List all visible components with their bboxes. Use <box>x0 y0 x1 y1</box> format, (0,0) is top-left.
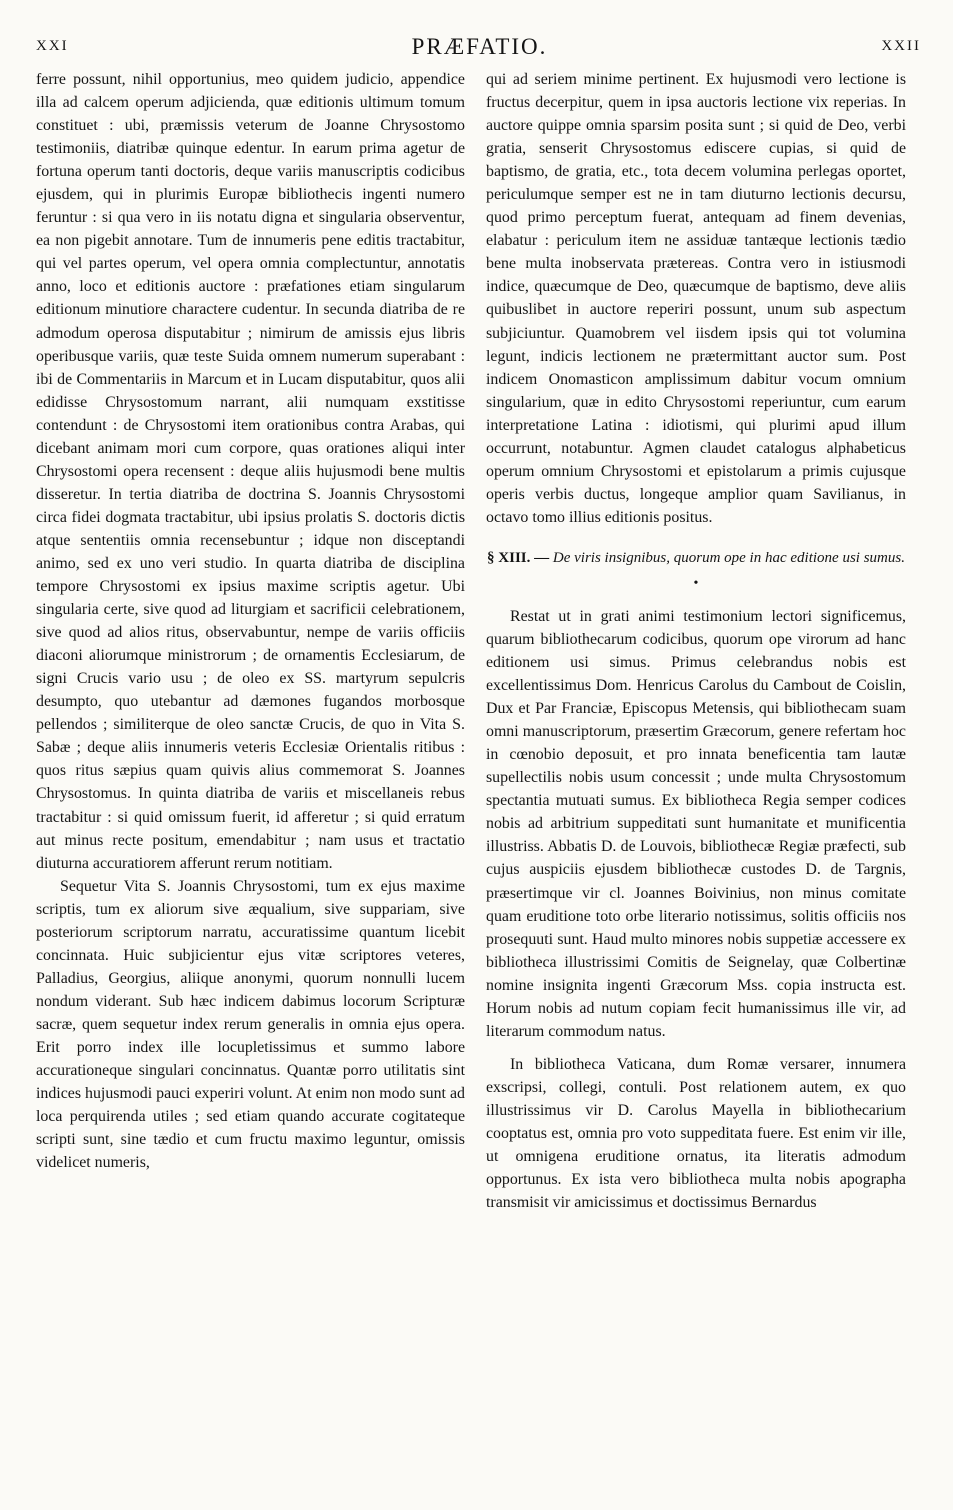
folio-left: XXI <box>36 38 69 54</box>
right-paragraph-3: In bibliotheca Vaticana, dum Romæ versarer, innumera exscripsi, collegi, contuli. Post relationem autem, ex quo illustrissimus vir D. Carolus Mayella in bibliothecarium cooptatus est, omnia pro voto suppeditata fuere. Est enim vir ille, ut omnigena eruditione ornatus, ita literatis admodum opportunus. Ex ista vero bibliotheca multa nobis apographa transmisit vir amicissimus et doctissimus Bernardus <box>486 1055 906 1212</box>
left-paragraph-2: Sequetur Vita S. Joannis Chrysostomi, tum ex ejus maxime scriptis, tum ex aliorum sive æqualium, sive suppariam, sive posteriorum scriptorum narratu, accuratissime quantum licebit concinnata. Huic subjicientur ejus vitæ scriptores veteres, Palladius, Georgius, aliique anonymi, quorum nonnulli lucem nondum viderant. Sub hæc indicem dabimus locorum Scripturæ sacræ, quem sequetur index rerum generalis in omnia ejus opera. Erit porro index ille locupletissimus et summo labore accurationeque singulari concinnatus. Quantæ porro utilitatis sint indices hujusmodi pauci experiri volunt. At enim non modo sunt ad loca perquirenda utiles ; sed etiam quando accurate cogitateque scripti sunt, sine tædio et cum fructu maximo leguntur, omissis videlicet numeris, <box>36 877 465 1172</box>
folio-right: XXII <box>881 38 921 54</box>
left-paragraph-1: ferre possunt, nihil opportunius, meo quidem judicio, appendice illa ad calcem operum adjicienda, quæ editionis ultimum tomum constituet : ubi, præmissis veterum de Joanne Chrysostomo testimoniis, diatribæ quinque edentur. In earum prima agetur de fortuna operum tanti doctoris, deque variis manuscriptis codicibus ejusdem, qui in plurimis Europæ bibliothecis ingenti numero feruntur : si qua vero in iis notatu digna et singularia observentur, ea non pigebit annotare. Tum de innumeris pene editis tractabitur, qui vel partes operum, vel opera omnia complectuntur, annotatis anno, loco et editionis auctore : præfationes etiam singularum editionum minutiore charactere cudentur. In secunda diatriba de re admodum operosa disputabitur ; nimirum de amissis ejus libris operibusque variis, quæ teste Suida omnem numerum superabant : ibi de Commentariis in Marcum et in Lucam disputabitur, quos alii edidisse Chrysostomum narrant, alii numquam exstitisse contendunt : de Chrysostomi item orationibus contra Arabas, qui dicebant animam mori cum corpore, quas orationes aliqui inter Chrysostomi opera recensent : deque aliis hujusmodi bene multis disseretur. In tertia diatriba de doctrina S. Joannis Chrysostomi circa fidei dogmata tractabitur, ubi ipsius prolatis S. doctoris dictis atque sententiis omnia recensebuntur ; idque non disceptandi animo, sed ex uno veri studio. In quarta diatriba de disciplina tempore Chrysostomi ex ipsius maxime scriptis agetur. Ubi singularia certe, sive quod ad liturgiam et sacrificii celebrationem, sive quod ad alios ritus, observabuntur, nempe de variis officiis diaconi aliorumque ministrorum ; de ornamentis Ecclesiarum, de signi Crucis vario usu ; de oleo ex SS. martyrum sepulcris desumpto, quo utebantur ad dæmones fugandos morbosque pellendos ; similiterque de oleo sanctæ Crucis, de quo in Vita S. Sabæ ; deque aliis innumeris veteris Ecclesiæ Orientalis ritibus : quos ritus sæpius quam quivis alius commemorat S. Joannes Chrysostomus. In quinta diatriba de variis et miscellaneis rebus tractabitur : si quid omissum fuerit, id afferetur ; si quid erratum aut minus recte positum, emendabitur ; nam usus et tractatio diuturna accuratiorem afferunt rerum notitiam. <box>36 71 465 872</box>
right-paragraph-2: Restat ut in grati animi testimonium lectori significemus, quarum bibliothecarum codicibus, quorum ope virorum ad hanc editionem usi simus. Primus celebrandus nobis est excellentissimus Dom. Henricus Carolus du Cambout de Coislin, Dux et Par Franciæ, Episcopus Metensis, qui bibliothecam suam omni manuscriptorum, præsertim Græcorum, genere refertam hoc in cœnobio deposuit, et pro innata beneficentia tam lautæ supellectilis nobis usum concessit ; unde multa Chrysostomum spectantia mutuati sumus. Ex bibliotheca Regia semper codices nobis ad arbitrium suppeditati sunt humanitate et munificentia illustriss. Abbatis D. de Louvois, bibliothecæ Regiæ præfecti, sub cujus auspiciis ejusdem bibliothecæ custodes D. de Targnis, præsertimque vir cl. Joannes Boivinius, non minus comitate quam eruditione toto orbe literario notissimus, solitis officiis nos prosequuti sunt. Haud multo minores nobis suppetiæ accessere ex bibliotheca illustrissimi Comitis de Seignelay, quæ Colbertinæ nomine insignita ingenti Græcorum Mss. copia instructa est. Horum nobis ad nutum copiam fecit humanissimus ille vir, ad literarum commodum natus. <box>486 607 906 1040</box>
running-title: PRÆFATIO. <box>411 34 548 59</box>
right-paragraph-1: qui ad seriem minime pertinent. Ex hujusmodi vero lectione is fructus decerpitur, quem in ipsa auctoris lectione vix reperias. In auctore quippe omnia sparsim posita sunt ; si quid de Deo, verbi gratia, senserit Chrysostomus ediscere cupias, si quid de baptismo, de gratia, etc., tota decem volumina perlegas oportet, periculumque semper est ne in tam diuturno lectionis decursu, quod primo perceptum fuerat, antequam ad finem devenias, elabatur : periculum item ne assiduæ tantæque lectionis tædio bene multa inobservata prætereas. Contra vero in istiusmodi indice, quæcumque de Deo, quæcumque de baptismo, deve aliis quibuslibet in auctore reperiri possunt, unum sub aspectum subjiciuntur. Quamobrem vel iisdem ipsis qui tot volumina legunt, indicis lectionem ne prætermittant auctor sum. Post indicem Onomasticon amplissimum dabitur vocum omnium singularium, quæ in edito Chrysostomi reperiuntur, cum earum interpretatione Latina : idiotismi, qui plurimi apud illum occurrunt, notabuntur. Agmen claudet catalogus alphabeticus operum omnium Chrysostomi et epistolarum a primis cujusque operis verbis ductus, longeque amplior quam Savilianus, in octavo tomo illius editionis positus. <box>486 71 906 526</box>
left-column <box>36 68 465 1174</box>
section-number: § XIII. — <box>487 549 550 566</box>
right-column <box>486 68 906 1214</box>
section-heading <box>486 547 906 569</box>
section-title: De viris insignibus, quorum ope in hac editione usi sumus. <box>552 549 905 566</box>
page-header <box>28 34 931 62</box>
section-ornament: • <box>693 575 699 591</box>
